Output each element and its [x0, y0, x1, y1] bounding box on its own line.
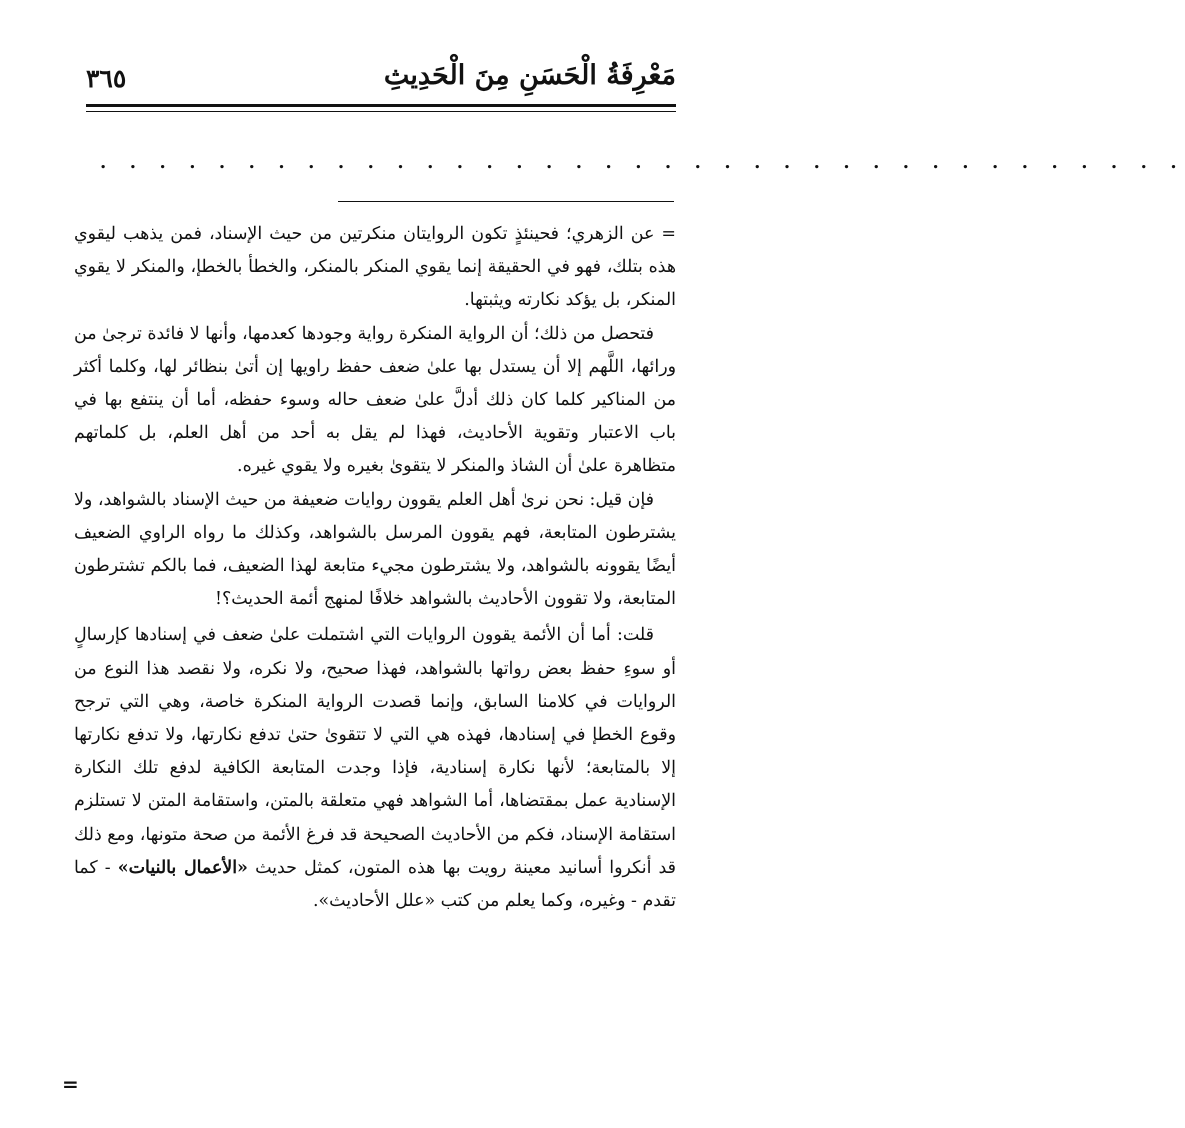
paragraph-response [74, 619, 676, 918]
dotted-separator: . . . . . . . . . . . . . . . . . . . . . . . . . . . . . . . . . . . . . [100, 152, 1185, 173]
continuation-mark: = [62, 1072, 79, 1096]
paragraph-response-text: قلت: أما أن الأئمة يقوون الروايات التي اشتملت علىٰ ضعف في إسنادها كإرسالٍ أو سوءِ حفظ بعض رواتها بالشواهد، فهذا صحيح، ولا نكره، ولا نقصد هذا النوع من الروايات في كلامنا السابق، وإنما قصدت الرواية المنكرة خاصة، وهي التي ترجح وقوع الخطإ في إسنادها، فهذه هي التي لا تتقوىٰ حتىٰ تدفع نكارتها، ولا تدفع نكارتها إلا بالمتابعة؛ لأنها نكارة إسنادية، فإذا وجدت المتابعة الكافية لدفع تلك النكارة الإسنادية عمل بمقتضاها، أما الشواهد فهي متعلقة بالمتن، واستقامة المتن لا تستلزم استقامة الإسناد، فكم من الأحاديث الصحيحة قد فرغ الأئمة من صحة متونها، ومع ذلك قد أنكروا أسانيد معينة رويت بها هذه المتون، كمثل حديث [74, 625, 676, 878]
running-title: مَعْرِفَةُ الْحَسَنِ مِنَ الْحَدِيثِ [383, 60, 676, 91]
paragraph-objection: فإن قيل: نحن نرىٰ أهل العلم يقوون روايات ضعيفة من حيث الإسناد بالشواهد، ولا يشترطون المتابعة، فهم يقوون المرسل بالشواهد، وكذلك ما رواه الراوي الضعيف أيضًا يقوونه بالشواهد، ولا يشترطون مجيء متابعة لهذا الضعيف، فما بالكم تشترطون المتابعة، ولا تقوون الأحاديث بالشواهد خلافًا لمنهج أئمة الحديث؟! [74, 489, 676, 610]
paragraph-continued: = عن الزهري؛ فحينئذٍ تكون الروايتان منكرتين من حيث الإسناد، فمن يذهب ليقوي هذه بتلك، فهو في الحقيقة إنما يقوي المنكر بالمنكر، والخطأ بالخطإ، والمنكر لا يقوي المنكر، بل يؤكد نكارته ويثبتها. [74, 224, 676, 311]
header-rule-thin [86, 111, 676, 112]
footnote-rule [338, 201, 674, 202]
header-rule-thick [86, 104, 676, 107]
paragraph-conclusion: فتحصل من ذلك؛ أن الرواية المنكرة رواية وجودها كعدمها، وأنها لا فائدة ترجىٰ من ورائها، اللَّهم إلا أن يستدل بها علىٰ ضعف حفظ راويها إن أتىٰ بنظائر لها، وكلما أكثر من المناكير كلما كان ذلك أدلَّ علىٰ ضعف حاله وسوء حفظه، أما أن ينتفع بها في باب الاعتبار وتقوية الأحاديث، فهذا لم يقل به أحد من أهل العلم، بل كلماتهم متظاهرة علىٰ أن الشاذ والمنكر لا يتقوىٰ بغيره ولا يقوي غيره. [74, 323, 676, 477]
page-number: ٣٦٥ [86, 64, 127, 93]
paragraph-response-tail: - كما تقدم - وغيره، وكما يعلم من كتب «علل الأحاديث». [74, 857, 676, 912]
running-head [86, 58, 676, 102]
hadith-title: «الأعمال بالنيات» [117, 857, 248, 878]
page-body [74, 218, 676, 918]
